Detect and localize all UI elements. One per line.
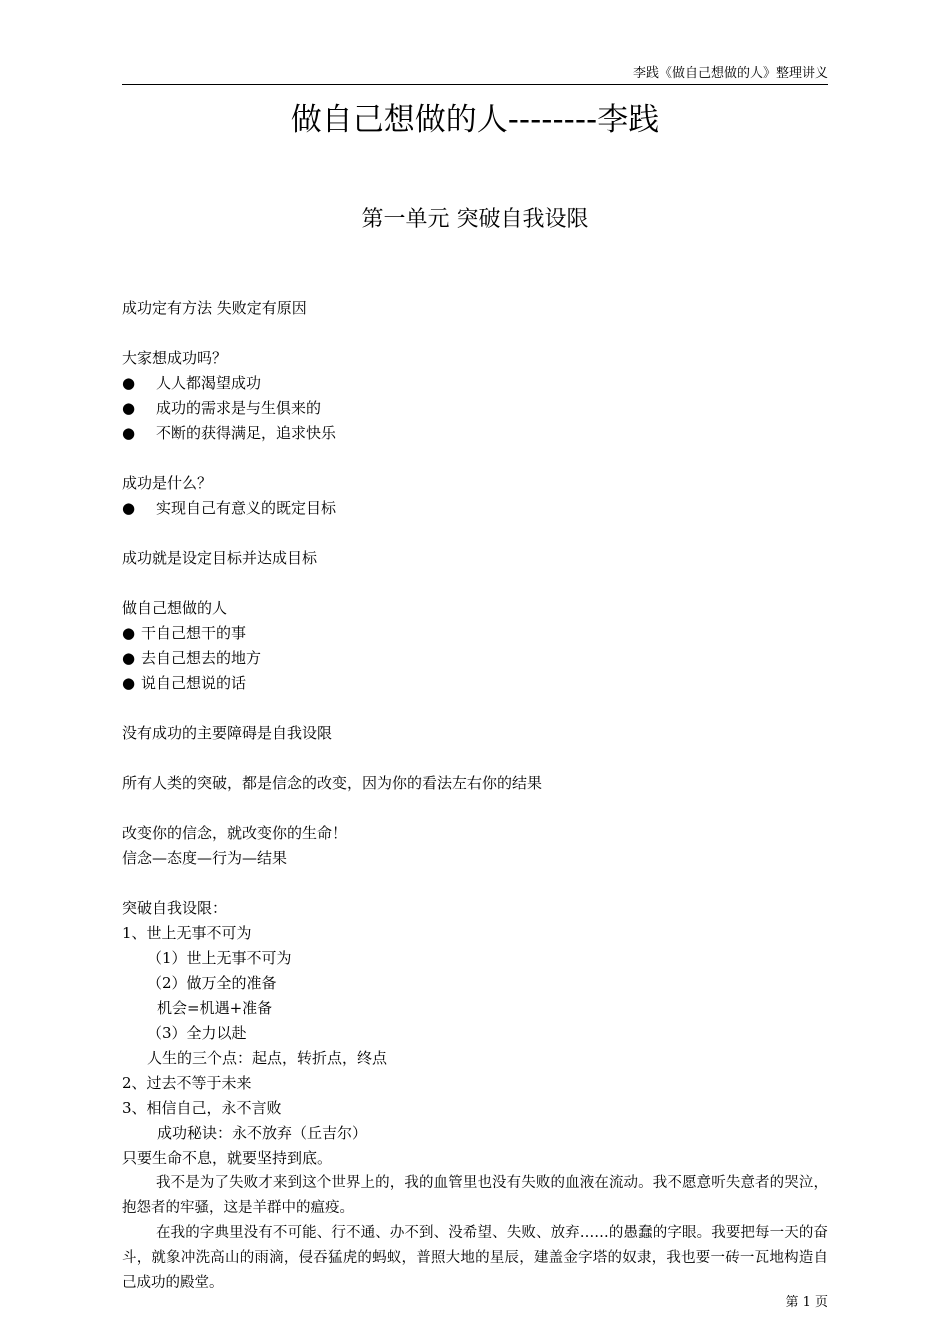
question-line: 成功是什么？ bbox=[122, 474, 213, 492]
text-line: 所有人类的突破，都是信念的改变，因为你的看法左右你的结果 bbox=[122, 774, 543, 792]
text-line: 成功就是设定目标并达成目标 bbox=[122, 549, 318, 567]
document-title: 做自己想做的人--------李践 bbox=[290, 102, 660, 138]
bullet-icon: ● bbox=[122, 674, 136, 692]
bullet-item: ● 实现自己有意义的既定目标 bbox=[122, 496, 828, 521]
sub-note: 成功秘诀：永不放弃（丘吉尔） bbox=[157, 1124, 368, 1142]
text-line: 改变你的信念，就改变你的生命！ bbox=[122, 824, 348, 842]
paragraph: 我不是为了失败才来到这个世界上的，我的血管里也没有失败的血液在流动。我不愿意听失意者的哭泣，抱怨者的牢骚，这是羊群中的瘟疫。 bbox=[122, 1175, 828, 1216]
bullet-icon: ● bbox=[122, 499, 136, 517]
bullet-item: ● 人人都渴望成功 bbox=[122, 371, 828, 396]
text-line: 信念—态度—行为—结果 bbox=[122, 849, 288, 867]
bullet-icon: ● bbox=[122, 374, 136, 392]
text-line: 没有成功的主要障碍是自我设限 bbox=[122, 724, 333, 742]
document-body bbox=[122, 296, 828, 1296]
bullet-item: ● 不断的获得满足，追求快乐 bbox=[122, 421, 828, 446]
sub-note: 人生的三个点：起点，转折点，终点 bbox=[147, 1049, 388, 1067]
bullet-icon: ● bbox=[122, 399, 136, 417]
bullet-item: ● 成功的需求是与生俱来的 bbox=[122, 396, 828, 421]
page-number: 第 1 页 bbox=[785, 1295, 828, 1310]
list-item: 1、世上无事不可为 bbox=[122, 924, 252, 942]
bullet-icon: ● bbox=[122, 424, 136, 442]
section-heading: 突破自我设限： bbox=[122, 899, 228, 917]
bullet-icon: ● bbox=[122, 624, 136, 642]
text-line: 做自己想做的人 bbox=[122, 599, 228, 617]
sub-note: 机会=机遇+准备 bbox=[157, 999, 273, 1017]
sub-item: （1）世上无事不可为 bbox=[147, 949, 292, 967]
paragraph: 在我的字典里没有不可能、行不通、办不到、没希望、失败、放弃……的愚蠢的字眼。我要把每一天的奋斗，就象冲洗高山的雨滴，侵吞猛虎的蚂蚁，普照大地的星辰，建盖金字塔的奴隶，我也要一砖一瓦地构造自己成功的殿堂。 bbox=[122, 1225, 828, 1291]
bullet-item: ● 去自己想去的地方 bbox=[122, 646, 828, 671]
list-item: 2、过去不等于未来 bbox=[122, 1074, 252, 1092]
bullet-icon: ● bbox=[122, 649, 136, 667]
bullet-item: ● 说自己想说的话 bbox=[122, 671, 828, 696]
question-line: 大家想成功吗？ bbox=[122, 349, 228, 367]
header-divider bbox=[122, 84, 828, 85]
unit-title: 第一单元 突破自我设限 bbox=[361, 207, 589, 232]
bullet-item: ● 干自己想干的事 bbox=[122, 621, 828, 646]
sub-item: （3）全力以赴 bbox=[147, 1024, 247, 1042]
text-line: 成功定有方法 失败定有原因 bbox=[122, 299, 307, 317]
text-line: 只要生命不息，就要坚持到底。 bbox=[122, 1149, 333, 1167]
list-item: 3、相信自己，永不言败 bbox=[122, 1099, 282, 1117]
sub-item: （2）做万全的准备 bbox=[147, 974, 277, 992]
running-header: 李践《做自己想做的人》整理讲义 bbox=[632, 66, 828, 81]
